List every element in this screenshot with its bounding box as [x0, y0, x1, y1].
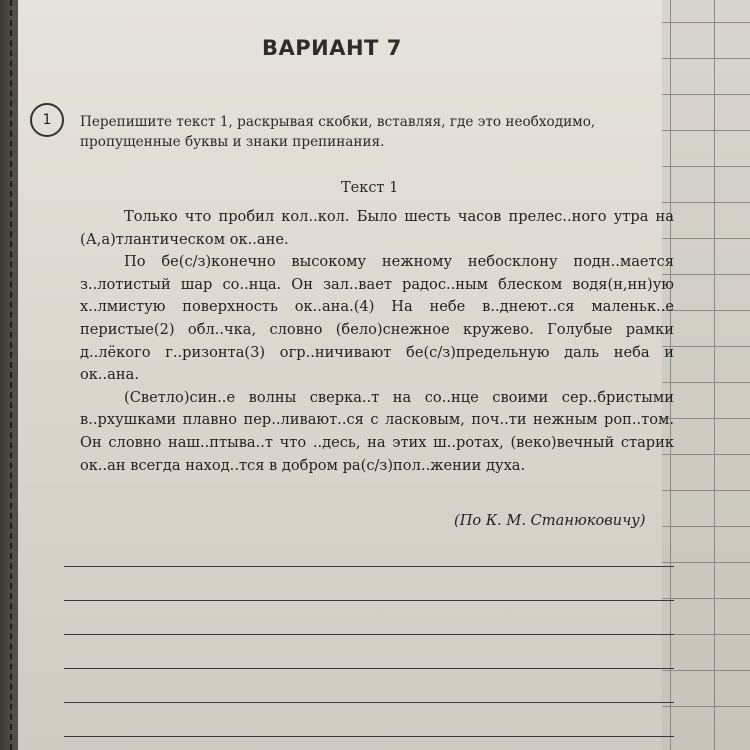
form-row-line — [662, 130, 750, 131]
text-paragraph: По бе(с/з)конечно высокому нежному небосклону подн..мается з..лотистый шар со..нца. Он зал..вает радос..ным блеском водя(н,нн)ую х..лмистую поверхность ок..ана.(4) На небе в..днеют..ся маленьк..е перистые(2) обл..чка, словно (бело)снежное кружево. Голубые рамки д..лёкого г..ризонта(3) огр..ничивают бе(с/з)предельную даль неба и ок..ана. — [80, 253, 674, 384]
form-row-line — [662, 22, 750, 23]
form-row-line — [662, 454, 750, 455]
form-row-line — [662, 418, 750, 419]
form-row-line — [662, 94, 750, 95]
text-title: Текст 1 — [341, 180, 399, 196]
text-attribution: (По К. М. Станюковичу) — [454, 512, 646, 529]
form-row-line — [662, 526, 750, 527]
task-number-badge: 1 — [30, 103, 64, 137]
answer-form-page — [662, 0, 750, 750]
form-row-line — [662, 634, 750, 635]
form-row-line — [662, 670, 750, 671]
form-row-line — [662, 382, 750, 383]
form-row-line — [662, 346, 750, 347]
form-row-line — [662, 598, 750, 599]
answer-line[interactable] — [64, 566, 674, 567]
answer-line[interactable] — [64, 634, 674, 635]
answer-line[interactable] — [64, 668, 674, 669]
cut-line — [10, 0, 12, 750]
text-paragraph: Только что пробил кол..кол. Было шесть часов прелес..ного утра на (А,а)тлантическом ок..ане. — [80, 208, 674, 248]
answer-line[interactable] — [64, 702, 674, 703]
exercise-text — [80, 206, 674, 477]
form-row-line — [662, 202, 750, 203]
form-row-line — [662, 166, 750, 167]
form-row-line — [662, 706, 750, 707]
form-row-line — [662, 310, 750, 311]
page-left-edge — [0, 0, 18, 750]
form-row-line — [662, 58, 750, 59]
form-column-line — [714, 0, 715, 750]
form-row-line — [662, 490, 750, 491]
text-paragraph: (Светло)син..е волны сверка..т на со..нце своими сер..бристыми в..рхушками плавно пер..ливают..ся с ласковым, поч..ти нежным роп..том. Он словно наш..птыва..т что ..десь, на этих ш..ротах, (веко)вечный старик ок..ан всегда наход..тся в добром ра(с/з)пол..жении духа. — [80, 388, 674, 474]
form-row-line — [662, 562, 750, 563]
answer-line[interactable] — [64, 736, 674, 737]
form-row-line — [662, 238, 750, 239]
answer-line[interactable] — [64, 600, 674, 601]
form-row-line — [662, 274, 750, 275]
variant-title: ВАРИАНТ 7 — [262, 36, 402, 60]
task-instruction: Перепишите текст 1, раскрывая скобки, вставляя, где это необходимо, пропущенные буквы и знаки препинания. — [80, 114, 596, 150]
